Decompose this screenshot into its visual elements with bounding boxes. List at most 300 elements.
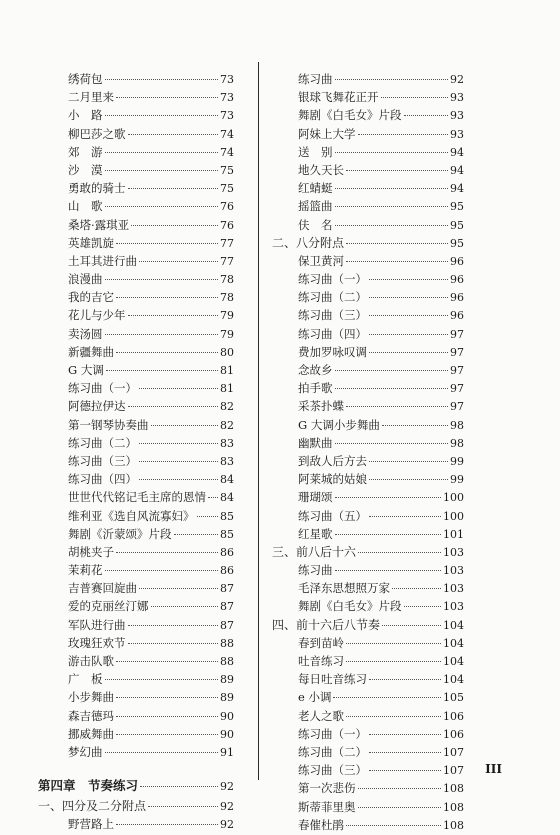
toc-entry-title: 练习曲 — [298, 563, 333, 578]
toc-entry-page: 90 — [220, 709, 234, 723]
dot-leader — [404, 606, 442, 607]
toc-entry-title: 阿德拉伊达 — [68, 399, 126, 414]
dot-leader — [346, 243, 448, 244]
toc-entry-page: 80 — [220, 345, 234, 359]
toc-entry-page: 88 — [220, 655, 234, 668]
toc-entry-page: 97 — [450, 364, 464, 377]
toc-entry-page: 97 — [450, 345, 464, 359]
dot-leader — [128, 406, 219, 407]
toc-entry — [272, 179, 464, 197]
toc-entry — [272, 197, 464, 215]
toc-entry-title: 红星歌 — [298, 526, 333, 541]
toc-entry — [68, 397, 234, 415]
toc-entry-title: 练习曲（一） — [298, 726, 367, 741]
toc-entry — [272, 816, 464, 834]
toc-entry-title: 卖汤圆 — [68, 326, 103, 341]
toc-entry-page: 89 — [220, 691, 234, 705]
toc-entry-title: 梦幻曲 — [68, 744, 103, 759]
toc-entry-title: 练习曲（四） — [68, 472, 137, 487]
toc-entry — [68, 270, 234, 288]
dot-leader — [151, 425, 219, 426]
toc-entry — [272, 70, 464, 88]
dot-leader — [346, 170, 448, 171]
toc-entry-title: 山 歌 — [68, 199, 103, 214]
toc-entry — [272, 634, 464, 652]
toc-entry — [68, 670, 234, 688]
dot-leader — [346, 261, 448, 262]
toc-entry — [272, 434, 464, 452]
toc-entry-page: 81 — [220, 382, 234, 396]
toc-entry-page: 76 — [220, 200, 234, 214]
toc-entry-title: 练习曲 — [298, 72, 333, 86]
toc-entry-title: 花儿与少年 — [68, 308, 126, 323]
toc-entry-title: 练习曲（二） — [298, 744, 367, 759]
dot-leader — [369, 461, 448, 462]
toc-entry-title: 桑塔·露琪亚 — [68, 217, 130, 232]
toc-entry-page: 96 — [450, 309, 464, 323]
dot-leader — [392, 588, 441, 589]
toc-entry-page: 103 — [443, 600, 464, 614]
toc-entry-title: 我的吉它 — [68, 290, 114, 305]
toc-section-heading — [272, 234, 464, 252]
toc-entry — [272, 779, 464, 797]
toc-entry — [272, 416, 464, 434]
toc-entry-title: 斯蒂菲里奥 — [298, 799, 356, 814]
dot-leader — [139, 588, 218, 589]
toc-entry-page: 108 — [443, 800, 464, 814]
dot-leader — [369, 516, 441, 517]
toc-entry-page: 99 — [450, 454, 464, 468]
toc-entry-page: 75 — [220, 163, 234, 177]
toc-entry-page: 73 — [220, 73, 234, 86]
toc-entry — [272, 343, 464, 361]
toc-entry — [272, 597, 464, 615]
toc-entry-page: 100 — [443, 509, 464, 523]
toc-entry — [68, 306, 234, 324]
toc-entry-page: 87 — [220, 582, 234, 596]
toc-entry-page: 104 — [443, 618, 464, 632]
dot-leader — [139, 261, 218, 262]
toc-entry — [68, 234, 234, 252]
toc-entry-page: 92 — [450, 73, 464, 86]
dot-leader — [105, 152, 219, 153]
toc-entry-title: 阿莱城的姑娘 — [298, 472, 367, 487]
toc-entry-page: 97 — [450, 327, 464, 341]
toc-entry-page: 92 — [220, 818, 234, 832]
dot-leader — [105, 679, 219, 680]
dot-leader — [369, 734, 441, 735]
toc-entry-title: 军队进行曲 — [68, 617, 126, 632]
toc-entry-page: 104 — [443, 655, 464, 668]
toc-entry — [68, 652, 234, 670]
toc-entry — [272, 525, 464, 543]
dot-leader — [105, 334, 219, 335]
toc-entry-title: G 大调 — [68, 363, 104, 377]
toc-entry-page: 96 — [450, 291, 464, 305]
toc-entry — [68, 70, 234, 88]
toc-entry-title: 练习曲（三） — [298, 308, 367, 323]
toc-entry-page: 95 — [450, 236, 464, 250]
toc-entry — [68, 579, 234, 597]
toc-entry-page: 93 — [450, 109, 464, 123]
toc-entry-title: 三、前八后十六 — [272, 544, 357, 559]
toc-entry — [68, 616, 234, 634]
toc-entry-page: 84 — [220, 491, 234, 505]
toc-entry-title: 广 板 — [68, 672, 103, 687]
toc-entry-page: 100 — [443, 491, 464, 505]
dot-leader — [116, 734, 218, 735]
toc-entry-title: 舞剧《沂蒙颂》片段 — [68, 526, 172, 541]
dot-leader — [139, 479, 218, 480]
toc-entry — [68, 488, 234, 506]
toc-entry-title: e 小调 — [298, 690, 332, 705]
toc-entry-title: 银球飞舞花正开 — [298, 90, 379, 105]
toc-chapter-heading — [38, 775, 234, 797]
dot-leader — [382, 425, 448, 426]
page-number: III — [485, 762, 502, 776]
toc-entry — [68, 361, 234, 379]
toc-entry-title: 拍手歌 — [298, 381, 333, 396]
toc-entry — [68, 161, 234, 179]
dot-leader — [128, 315, 219, 316]
toc-entry — [272, 707, 464, 725]
toc-entry-page: 85 — [220, 527, 234, 541]
toc-entry — [272, 161, 464, 179]
toc-entry-title: 保卫黄河 — [298, 253, 344, 268]
toc-entry-title: 练习曲（三） — [68, 453, 137, 468]
toc-entry-title: 第四章 节奏练习 — [38, 778, 139, 794]
toc-entry-page: 104 — [443, 673, 464, 687]
toc-entry-page: 75 — [220, 182, 234, 196]
dot-leader — [335, 206, 449, 207]
toc-entry — [68, 325, 234, 343]
toc-entry — [272, 452, 464, 470]
toc-entry-page: 74 — [220, 127, 234, 141]
dot-leader — [139, 443, 218, 444]
toc-entry-page: 73 — [220, 109, 234, 123]
toc-entry-title: 舞剧《白毛女》片段 — [298, 599, 402, 614]
toc-entry-page: 96 — [450, 273, 464, 287]
toc-entry-title: 二、八分附点 — [272, 235, 345, 250]
toc-entry-page: 106 — [443, 709, 464, 723]
dot-leader — [116, 352, 218, 353]
toc-entry-title: 森吉德玛 — [68, 708, 114, 723]
toc-entry-title: 胡桃夹子 — [68, 544, 114, 559]
toc-entry — [272, 470, 464, 488]
toc-entry-title: 练习曲（一） — [68, 381, 137, 396]
toc-entry-page: 88 — [220, 636, 234, 650]
toc-entry — [272, 143, 464, 161]
toc-entry-page: 92 — [220, 800, 234, 814]
toc-entry — [272, 252, 464, 270]
toc-entry-page: 97 — [450, 382, 464, 396]
dot-leader — [369, 679, 441, 680]
toc-entry — [272, 397, 464, 415]
toc-entry-page: 85 — [220, 509, 234, 523]
toc-entry-page: 97 — [450, 400, 464, 414]
dot-leader — [197, 516, 219, 517]
dot-leader — [335, 497, 442, 498]
toc-entry — [272, 507, 464, 525]
dot-leader — [116, 716, 218, 717]
toc-entry-page: 106 — [443, 727, 464, 741]
toc-entry — [68, 543, 234, 561]
toc-entry-title: 老人之歌 — [298, 708, 344, 723]
dot-leader — [346, 406, 448, 407]
toc-entry-title: 一、四分及二分附点 — [38, 799, 147, 814]
dot-leader — [105, 752, 219, 753]
toc-entry-title: 沙 漠 — [68, 162, 103, 177]
toc-entry-title: 采茶扑蝶 — [298, 399, 344, 414]
dot-leader — [105, 206, 219, 207]
dot-leader — [139, 461, 218, 462]
dot-leader — [335, 79, 449, 80]
toc-entry — [68, 179, 234, 197]
toc-entry-page: 98 — [450, 436, 464, 450]
dot-leader — [116, 297, 218, 298]
dot-leader — [369, 752, 441, 753]
toc-entry-title: 小步舞曲 — [68, 690, 114, 705]
toc-entry-page: 79 — [220, 327, 234, 341]
dot-leader — [381, 97, 449, 98]
toc-entry-page: 89 — [220, 673, 234, 687]
dot-leader — [105, 115, 219, 116]
toc-entry-page: 77 — [220, 236, 234, 250]
toc-entry-page: 94 — [450, 182, 464, 196]
toc-entry — [272, 488, 464, 506]
dot-leader — [333, 697, 441, 698]
toc-entry-title: 红蜻蜓 — [298, 181, 333, 196]
toc-entry-page: 99 — [450, 473, 464, 487]
toc-entry — [68, 561, 234, 579]
toc-entry-title: 练习曲（三） — [298, 763, 367, 778]
dot-leader — [358, 134, 449, 135]
dot-leader — [382, 625, 441, 626]
toc-entry — [272, 88, 464, 106]
dot-leader — [139, 388, 218, 389]
toc-entry-title: 毛泽东思想照万家 — [298, 581, 390, 596]
toc-entry-page: 77 — [220, 254, 234, 268]
toc-entry-title: 勇敢的骑士 — [68, 181, 126, 196]
toc-entry — [272, 670, 464, 688]
dot-leader — [335, 388, 449, 389]
toc-entry — [68, 288, 234, 306]
toc-entry-page: 90 — [220, 727, 234, 741]
dot-leader — [116, 243, 218, 244]
toc-entry-title: 小 路 — [68, 108, 103, 123]
toc-entry-title: 土耳其进行曲 — [68, 253, 137, 268]
toc-entry-page: 86 — [220, 545, 234, 559]
toc-entry-title: 爱的克丽丝汀娜 — [68, 599, 149, 614]
toc-entry-title: 地久天长 — [298, 162, 344, 177]
dot-leader — [106, 370, 218, 371]
toc-entry-title: 吐音练习 — [298, 654, 344, 668]
toc-entry — [68, 143, 234, 161]
toc-entry-title: 吉普赛回旋曲 — [68, 581, 137, 596]
toc-entry-page: 84 — [220, 473, 234, 487]
toc-entry-title: 练习曲（五） — [298, 508, 367, 523]
toc-entry-page: 108 — [443, 818, 464, 832]
dot-leader — [128, 188, 219, 189]
dot-leader — [105, 170, 219, 171]
dot-leader — [208, 497, 218, 498]
dot-leader — [358, 788, 442, 789]
dot-leader — [105, 279, 219, 280]
toc-entry — [272, 743, 464, 761]
dot-leader — [128, 643, 219, 644]
toc-entry — [68, 707, 234, 725]
toc-entry — [68, 434, 234, 452]
toc-entry-title: 春到苗岭 — [298, 635, 344, 650]
toc-entry-page: 83 — [220, 454, 234, 468]
toc-entry-page: 82 — [220, 400, 234, 414]
toc-entry-title: 游击队歌 — [68, 654, 114, 668]
toc-entry — [68, 815, 234, 833]
toc-entry — [272, 761, 464, 779]
toc-section-heading — [38, 797, 234, 815]
dot-leader — [369, 279, 448, 280]
toc-entry — [68, 416, 234, 434]
dot-leader — [335, 188, 449, 189]
dot-leader — [335, 370, 449, 371]
toc-entry — [272, 579, 464, 597]
dot-leader — [335, 152, 449, 153]
toc-entry-title: 每日吐音练习 — [298, 672, 367, 687]
dot-leader — [335, 225, 449, 226]
dot-leader — [148, 806, 218, 807]
toc-entry — [68, 688, 234, 706]
toc-entry-title: 练习曲（一） — [298, 272, 367, 287]
toc-entry-page: 76 — [220, 218, 234, 232]
toc-entry — [68, 106, 234, 124]
toc-entry — [68, 343, 234, 361]
toc-entry — [272, 361, 464, 379]
toc-entry — [68, 525, 234, 543]
toc-entry — [68, 597, 234, 615]
toc-entry-title: 舞剧《白毛女》片段 — [298, 108, 402, 123]
toc-entry-page: 86 — [220, 564, 234, 578]
toc-entry-title: 绣荷包 — [68, 72, 103, 86]
dot-leader — [116, 552, 218, 553]
toc-entry — [272, 688, 464, 706]
dot-leader — [369, 770, 441, 771]
toc-entry-title: 第一钢琴协奏曲 — [68, 417, 149, 432]
toc-right-column — [272, 70, 464, 834]
toc-entry-page: 107 — [443, 745, 464, 759]
toc-entry-title: 新疆舞曲 — [68, 344, 114, 359]
toc-entry — [68, 216, 234, 234]
toc-entry — [68, 634, 234, 652]
toc-entry-title: 茉莉花 — [68, 563, 103, 578]
toc-entry — [68, 725, 234, 743]
dot-leader — [140, 786, 218, 787]
toc-entry-title: 摇篮曲 — [298, 199, 333, 214]
toc-entry-page: 103 — [443, 545, 464, 559]
dot-leader — [404, 115, 449, 116]
toc-entry-title: 玫瑰狂欢节 — [68, 635, 126, 650]
dot-leader — [346, 716, 441, 717]
toc-entry — [272, 652, 464, 670]
dot-leader — [116, 97, 218, 98]
toc-entry-title: 幽默曲 — [298, 435, 333, 450]
toc-entry-page: 87 — [220, 618, 234, 632]
toc-entry-page: 78 — [220, 291, 234, 305]
toc-entry-page: 74 — [220, 145, 234, 159]
toc-entry-page: 93 — [450, 91, 464, 105]
dot-leader — [131, 225, 218, 226]
toc-entry-title: 二月里来 — [68, 90, 114, 105]
toc-entry-page: 98 — [450, 418, 464, 432]
toc-entry-page: 82 — [220, 418, 234, 432]
dot-leader — [116, 697, 218, 698]
toc-entry-page: 81 — [220, 364, 234, 377]
toc-entry-page: 105 — [443, 691, 464, 705]
toc-entry — [272, 561, 464, 579]
toc-entry-title: 练习曲（四） — [298, 326, 367, 341]
toc-entry — [68, 379, 234, 397]
dot-leader — [335, 534, 442, 535]
dot-leader — [358, 807, 442, 808]
toc-entry-title: 阿妹上大学 — [298, 126, 356, 141]
toc-entry — [272, 306, 464, 324]
toc-entry — [68, 252, 234, 270]
toc-entry — [68, 197, 234, 215]
toc-entry-title: 费加罗咏叹调 — [298, 344, 367, 359]
toc-entry-title: 挪威舞曲 — [68, 726, 114, 741]
dot-leader — [346, 661, 441, 662]
toc-entry — [272, 798, 464, 816]
dot-leader — [369, 352, 448, 353]
toc-entry-title: 到敌人后方去 — [298, 453, 367, 468]
toc-entry-title: 四、前十六后八节奏 — [272, 617, 381, 632]
toc-entry-page: 101 — [443, 527, 464, 541]
toc-entry-title: 柳巴莎之歌 — [68, 126, 126, 141]
toc-left-column — [38, 70, 234, 834]
toc-entry — [272, 216, 464, 234]
dot-leader — [105, 79, 219, 80]
toc-entry — [68, 743, 234, 761]
toc-entry-page: 78 — [220, 273, 234, 287]
toc-entry — [68, 507, 234, 525]
toc-entry — [272, 125, 464, 143]
dot-leader — [358, 552, 441, 553]
toc-entry-title: 世世代代铭记毛主席的恩情 — [68, 490, 206, 505]
toc-entry-title: 野营路上 — [68, 817, 114, 832]
toc-entry — [68, 470, 234, 488]
dot-leader — [369, 479, 448, 480]
toc-entry-title: 伕 名 — [298, 217, 333, 232]
dot-leader — [105, 570, 219, 571]
toc-entry-title: 浪漫曲 — [68, 272, 103, 287]
toc-entry-page: 95 — [450, 200, 464, 214]
toc-entry-page: 93 — [450, 127, 464, 141]
toc-entry-page: 95 — [450, 218, 464, 232]
toc-entry-title: 第一次悲伤 — [298, 781, 356, 796]
toc-entry-title: 春催杜鹃 — [298, 817, 344, 832]
toc-entry-page: 103 — [443, 582, 464, 596]
dot-leader — [369, 315, 448, 316]
toc-entry-title: 英雄凯旋 — [68, 235, 114, 250]
dot-leader — [128, 625, 219, 626]
toc-entry-page: 94 — [450, 145, 464, 159]
toc-section-heading — [272, 616, 464, 634]
toc-entry-title: 练习曲（二） — [298, 290, 367, 305]
toc-entry-page: 83 — [220, 436, 234, 450]
dot-leader — [116, 824, 218, 825]
toc-entry — [68, 88, 234, 106]
toc-entry-page: 92 — [220, 780, 234, 794]
toc-entry-title: 念故乡 — [298, 363, 333, 377]
